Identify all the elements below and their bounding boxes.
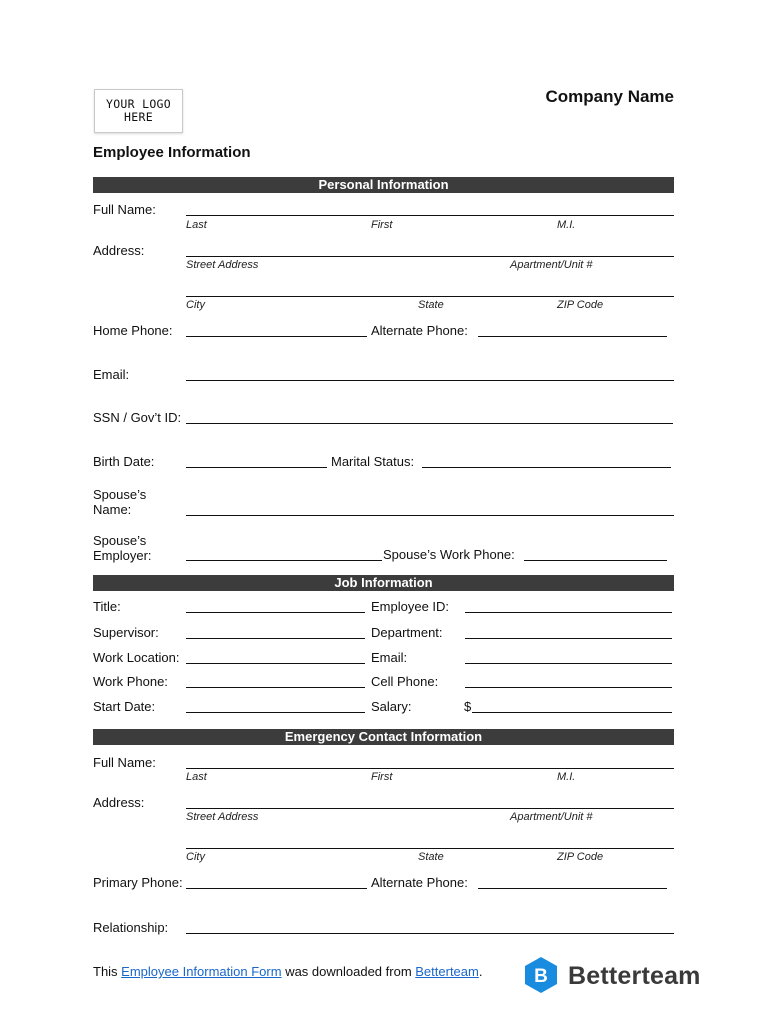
full-name-label: Full Name:: [93, 202, 156, 217]
spouse-employer-field[interactable]: [186, 560, 382, 561]
supervisor-field[interactable]: [186, 638, 365, 639]
work-phone-field[interactable]: [186, 687, 365, 688]
emergency-last-caption: Last: [186, 771, 207, 783]
emergency-state-caption: State: [418, 851, 444, 863]
marital-status-field[interactable]: [422, 467, 671, 468]
apartment-caption: Apartment/Unit #: [510, 259, 593, 271]
section-header-job: Job Information: [93, 575, 674, 591]
job-title-field[interactable]: [186, 612, 365, 613]
emergency-full-name-field[interactable]: [186, 768, 674, 769]
alternate-phone-field[interactable]: [478, 336, 667, 337]
full-name-field[interactable]: [186, 215, 674, 216]
street-address-caption: Street Address: [186, 259, 259, 271]
job-title-label: Title:: [93, 599, 121, 614]
alternate-phone-label: Alternate Phone:: [371, 323, 468, 338]
start-date-label: Start Date:: [93, 699, 156, 714]
work-location-label: Work Location:: [93, 650, 180, 665]
relationship-label: Relationship:: [93, 920, 169, 935]
home-phone-label: Home Phone:: [93, 323, 173, 338]
employee-id-label: Employee ID:: [371, 599, 450, 614]
emergency-street-caption: Street Address: [186, 811, 259, 823]
address-label: Address:: [93, 243, 145, 258]
emergency-alternate-phone-field[interactable]: [478, 888, 667, 889]
primary-phone-field[interactable]: [186, 888, 367, 889]
emergency-address-label: Address:: [93, 795, 145, 810]
last-name-caption: Last: [186, 219, 207, 231]
work-phone-label: Work Phone:: [93, 674, 168, 689]
job-email-field[interactable]: [465, 663, 672, 664]
email-label: Email:: [93, 367, 130, 382]
footer-text-before: This: [93, 964, 122, 979]
emergency-full-name-label: Full Name:: [93, 755, 156, 770]
section-header-emergency: Emergency Contact Information: [93, 729, 674, 745]
job-email-label: Email:: [371, 650, 408, 665]
marital-status-label: Marital Status:: [331, 454, 415, 469]
emergency-mi-caption: M.I.: [557, 771, 576, 783]
ssn-label: SSN / Gov’t ID:: [93, 410, 182, 425]
cell-phone-label: Cell Phone:: [371, 674, 439, 689]
emergency-zip-caption: ZIP Code: [557, 851, 604, 863]
company-name: Company Name: [545, 87, 674, 106]
birth-date-label: Birth Date:: [93, 454, 155, 469]
department-label: Department:: [371, 625, 443, 640]
supervisor-label: Supervisor:: [93, 625, 159, 640]
spouse-work-phone-field[interactable]: [524, 560, 667, 561]
footer-text-after: .: [478, 964, 483, 979]
emergency-street-field[interactable]: [186, 808, 674, 809]
footer-note: [93, 964, 482, 979]
footer-text-middle: was downloaded from: [281, 964, 416, 979]
emergency-city-state-zip-field[interactable]: [186, 848, 674, 849]
employee-id-field[interactable]: [465, 612, 672, 613]
logo-placeholder: YOUR LOGO HERE: [94, 89, 183, 133]
emergency-first-caption: First: [371, 771, 393, 783]
work-location-field[interactable]: [186, 663, 365, 664]
emergency-city-caption: City: [186, 851, 205, 863]
department-field[interactable]: [465, 638, 672, 639]
betterteam-wordmark: Betterteam: [568, 962, 701, 990]
spouse-employer-label: Spouse’s Employer:: [93, 533, 152, 563]
home-phone-field[interactable]: [186, 336, 367, 337]
salary-field[interactable]: [472, 712, 672, 713]
betterteam-hexagon-icon: [523, 956, 559, 997]
middle-initial-caption: M.I.: [557, 219, 576, 231]
relationship-field[interactable]: [186, 933, 674, 934]
currency-symbol: $: [464, 699, 472, 714]
section-header-personal: Personal Information: [93, 177, 674, 193]
city-caption: City: [186, 299, 205, 311]
spouse-work-phone-label: Spouse’s Work Phone:: [383, 547, 515, 562]
salary-label: Salary:: [371, 699, 412, 714]
spouse-name-field[interactable]: [186, 515, 674, 516]
birth-date-field[interactable]: [186, 467, 327, 468]
start-date-field[interactable]: [186, 712, 365, 713]
emergency-apartment-caption: Apartment/Unit #: [510, 811, 593, 823]
cell-phone-field[interactable]: [465, 687, 672, 688]
email-field[interactable]: [186, 380, 674, 381]
emergency-alternate-phone-label: Alternate Phone:: [371, 875, 468, 890]
city-state-zip-field[interactable]: [186, 296, 674, 297]
first-name-caption: First: [371, 219, 393, 231]
employee-information-form-link[interactable]: Employee Information Form: [121, 964, 282, 979]
form-title: Employee Information: [93, 144, 251, 161]
betterteam-brand[interactable]: [523, 956, 701, 997]
svg-text:B: B: [534, 966, 548, 987]
primary-phone-label: Primary Phone:: [93, 875, 183, 890]
street-address-field[interactable]: [186, 256, 674, 257]
spouse-name-label: Spouse’s Name:: [93, 487, 147, 517]
zip-caption: ZIP Code: [557, 299, 604, 311]
state-caption: State: [418, 299, 444, 311]
betterteam-link[interactable]: Betterteam: [415, 964, 479, 979]
ssn-field[interactable]: [186, 423, 673, 424]
